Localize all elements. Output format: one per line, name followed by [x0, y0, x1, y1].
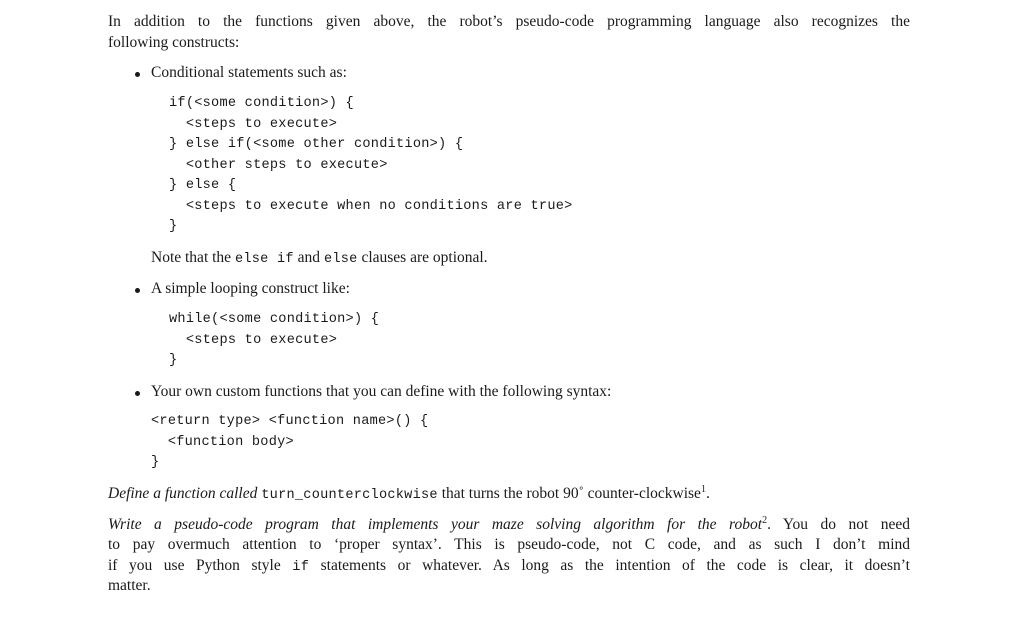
- code-line: if(<some condition>) {: [169, 96, 354, 111]
- task-write-program-line-1: [108, 515, 910, 535]
- code-line: } else if(<some other condition>) {: [169, 137, 464, 152]
- code-line: <steps to execute>: [169, 117, 338, 132]
- conditional-note: [151, 248, 488, 270]
- bullet-icon: [135, 288, 140, 293]
- task-code-if: if: [292, 560, 310, 575]
- intro-line-2: following constructs:: [108, 34, 240, 51]
- note-code-else-if: else if: [234, 252, 294, 267]
- bullet-icon: [135, 72, 140, 77]
- note-text: Note that the: [151, 249, 235, 266]
- bullet-icon: [135, 391, 140, 396]
- note-code-else: else: [323, 252, 358, 267]
- task-write-program-line-3: [108, 556, 910, 578]
- bullet-functions-label: Your own custom functions that you can define with the following syntax:: [151, 383, 612, 400]
- code-line: while(<some condition>) {: [169, 312, 380, 327]
- note-text: and: [293, 249, 324, 266]
- code-line: }: [169, 353, 178, 368]
- code-line: }: [151, 455, 160, 470]
- task-italic: Write a pseudo-code program that implements your maze solving algorithm for the robot: [108, 516, 763, 533]
- code-line: }: [169, 219, 178, 234]
- code-line: } else {: [169, 178, 237, 193]
- footnote-marker: 2: [762, 515, 768, 526]
- task-text: . You do not need: [767, 516, 910, 533]
- task-write-program-line-2: to pay overmuch attention to ‘proper syntax’. This is pseudo-code, not C code, and as such I don’t mind: [108, 536, 910, 553]
- task-text: .: [705, 485, 710, 502]
- code-line: <other steps to execute>: [169, 158, 388, 173]
- task-define-function: [108, 484, 710, 506]
- footnote-marker: 1: [700, 484, 706, 495]
- bullet-loop-label: A simple looping construct like:: [151, 280, 350, 297]
- task-function-name: turn_counterclockwise: [261, 488, 438, 503]
- task-text: if you use Python style: [108, 557, 293, 574]
- code-line: <return type> <function name>() {: [151, 414, 429, 429]
- task-write-program-line-4: matter.: [108, 577, 151, 594]
- bullet-conditional-label: Conditional statements such as:: [151, 64, 347, 81]
- code-line: <function body>: [151, 435, 294, 450]
- code-line: <steps to execute when no conditions are true>: [169, 199, 573, 214]
- intro-line-1: In addition to the functions given above, the robot’s pseudo-code programming language also recognizes the: [108, 13, 910, 30]
- task-italic: Define a function called: [108, 485, 258, 502]
- task-text: statements or whatever. As long as the intention of the code is clear, it doesn’t: [309, 557, 910, 574]
- note-text: clauses are optional.: [357, 249, 488, 266]
- task-text: that turns the robot 90˚ counter-clockwise: [437, 485, 701, 502]
- code-line: <steps to execute>: [169, 333, 338, 348]
